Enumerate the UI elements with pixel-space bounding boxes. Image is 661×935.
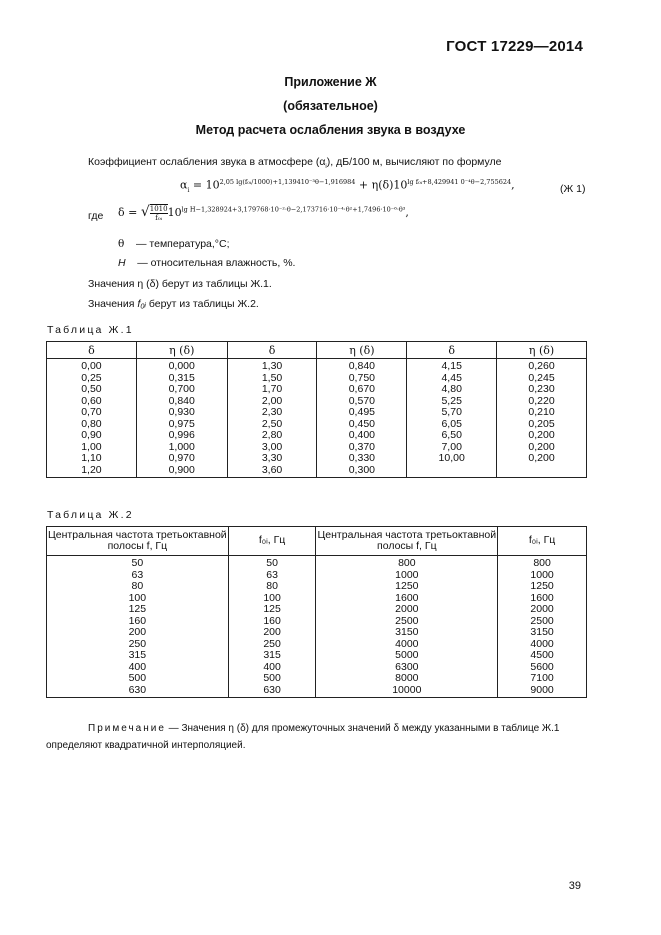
table-row (47, 396, 587, 408)
table1-cell: 0,205 (497, 419, 587, 431)
table1-cell: 0,200 (497, 453, 587, 465)
table-row (47, 407, 587, 419)
table1-cell: 4,45 (407, 373, 497, 385)
where-label: где (88, 210, 104, 222)
table1-cell: 3,30 (227, 453, 317, 465)
table2-cell: 4000 (316, 639, 498, 651)
table2-body (47, 556, 587, 698)
table1-cell: 0,315 (136, 373, 227, 385)
table1-cell: 0,400 (317, 430, 407, 442)
table1-cell: 1,30 (227, 359, 317, 373)
table1-cell (407, 465, 497, 478)
table-frequency (46, 526, 587, 698)
table1-cell: 2,30 (227, 407, 317, 419)
table2-cell: 400 (228, 662, 316, 674)
table2-title: Таблица Ж.2 (47, 509, 134, 521)
table2-cell: 2500 (316, 616, 498, 628)
table1-cell: 0,370 (317, 442, 407, 454)
formula-alpha: $\alpha_i = 10^{2,05 lg(f_0ᵢ/1000)+1,139410^{-3}\theta-1,916984} + \eta(\delta)10^{lg f_0ᵢ+8,429941 0^{-4}\theta-2,755624}$, (180, 178, 515, 194)
table1-cell: 0,450 (317, 419, 407, 431)
table2-header-3: f₀ᵢ, Гц (498, 527, 587, 556)
table1-cell: 0,700 (136, 384, 227, 396)
table2-cell: 2500 (498, 616, 587, 628)
table2-cell: 315 (47, 650, 229, 662)
table2-cell: 500 (228, 673, 316, 685)
note-paragraph (46, 720, 586, 754)
table2-cell: 630 (47, 685, 229, 698)
theta-description: — температура,°С; (136, 238, 230, 250)
table2-cell: 2000 (316, 604, 498, 616)
table2-cell: 200 (228, 627, 316, 639)
table1-cell: 1,00 (47, 442, 137, 454)
table-row (47, 465, 587, 478)
table2-cell: 5000 (316, 650, 498, 662)
formula-tail: , (511, 178, 515, 192)
table2-header-0: Центральная частота третьоктавной полосы f, Гц (47, 527, 229, 556)
table2-cell: 9000 (498, 685, 587, 698)
legend-theta (118, 238, 230, 250)
note-label: Примечание (88, 723, 166, 734)
table1-cell: 2,80 (227, 430, 317, 442)
table-row (47, 359, 587, 373)
table-row (47, 604, 587, 616)
table1-cell: 0,200 (497, 430, 587, 442)
table1-cell: 2,00 (227, 396, 317, 408)
table1-cell: 5,70 (407, 407, 497, 419)
table-row (47, 650, 587, 662)
table-row (47, 685, 587, 698)
table1-cell (497, 465, 587, 478)
intro-paragraph (88, 156, 501, 170)
formula-frac-num: f₀ᵢ (244, 178, 252, 186)
table1-header-0: δ (47, 342, 137, 359)
table1-cell: 0,975 (136, 419, 227, 431)
table2-cell: 50 (228, 556, 316, 570)
table2-cell: 6300 (316, 662, 498, 674)
alpha-symbol: α (319, 156, 326, 168)
table1-cell: 1,10 (47, 453, 137, 465)
table1-cell: 3,00 (227, 442, 317, 454)
table1-cell: 0,25 (47, 373, 137, 385)
table2-cell: 4500 (498, 650, 587, 662)
table2-cell: 3150 (316, 627, 498, 639)
humidity-description: — относительная влажность, %. (137, 257, 296, 269)
table2-cell: 800 (316, 556, 498, 570)
formula-frac-den: 1000 (253, 178, 270, 186)
table1-cell: 0,230 (497, 384, 587, 396)
table2-cell: 1000 (316, 570, 498, 582)
table1-cell: 0,750 (317, 373, 407, 385)
table1-header-3: η (δ) (317, 342, 407, 359)
table2-header-1: f₀ᵢ, Гц (228, 527, 316, 556)
theta-symbol: θ (118, 238, 125, 250)
table1-cell: 1,000 (136, 442, 227, 454)
table2-cell: 630 (228, 685, 316, 698)
delta-tail: , (405, 206, 409, 219)
table1-cell: 0,330 (317, 453, 407, 465)
table1-cell: 0,570 (317, 396, 407, 408)
delta-exponent: lg H−1,328924+3,179768·10⁻²·θ−2,173716·10⁻⁴·θ²+1,7496·10⁻⁶·θ³ (181, 205, 406, 214)
table2-cell: 2000 (498, 604, 587, 616)
table-row (47, 384, 587, 396)
intro-text-after: ), дБ/100 м, вычисляют по формуле (326, 156, 502, 168)
table1-cell: 0,260 (497, 359, 587, 373)
table2-cell: 315 (228, 650, 316, 662)
table1-body (47, 359, 587, 478)
table2-cell: 250 (47, 639, 229, 651)
table2-cell: 4000 (498, 639, 587, 651)
table1-cell: 0,840 (136, 396, 227, 408)
table-row (47, 593, 587, 605)
table-row (47, 453, 587, 465)
table1-cell: 0,90 (47, 430, 137, 442)
appendix-title: Приложение Ж (284, 75, 377, 89)
table2-header-row (47, 527, 587, 556)
formula-number: (Ж 1) (560, 183, 586, 195)
table1-cell: 10,00 (407, 453, 497, 465)
appendix-subject: Метод расчета ослабления звука в воздухе (195, 123, 466, 137)
formula-eq: = 10 (189, 178, 220, 192)
table2-cell: 160 (47, 616, 229, 628)
table1-cell: 0,670 (317, 384, 407, 396)
table1-cell: 4,15 (407, 359, 497, 373)
table-row (47, 616, 587, 628)
table1-cell: 0,200 (497, 442, 587, 454)
reference-table1 (88, 278, 272, 290)
table2-cell: 10000 (316, 685, 498, 698)
table1-cell: 0,495 (317, 407, 407, 419)
table1-cell: 4,80 (407, 384, 497, 396)
table1-cell: 2,50 (227, 419, 317, 431)
table1-cell: 3,60 (227, 465, 317, 478)
table1-cell: 0,840 (317, 359, 407, 373)
table-row (47, 581, 587, 593)
formula-exp-b: +1,139410⁻³θ−1,916984 (272, 178, 356, 186)
note-text: — Значения η (δ) для промежуточных значений δ между указанными в таблице Ж.1 (165, 723, 560, 734)
table1-cell: 5,25 (407, 396, 497, 408)
ref2-symbol: f₀ᵢ (137, 298, 146, 310)
table1-cell: 1,20 (47, 465, 137, 478)
appendix-status: (обязательное) (283, 99, 378, 113)
table2-cell: 7100 (498, 673, 587, 685)
table1-cell: 1,70 (227, 384, 317, 396)
table-row (47, 556, 587, 570)
table1-cell: 0,300 (317, 465, 407, 478)
table2-cell: 1000 (498, 570, 587, 582)
table1-cell: 0,60 (47, 396, 137, 408)
table1-cell: 0,245 (497, 373, 587, 385)
table-row (47, 673, 587, 685)
table1-header-4: δ (407, 342, 497, 359)
table2-cell: 500 (47, 673, 229, 685)
ref1-before: Значения η ( (88, 278, 150, 290)
table1-header-2: δ (227, 342, 317, 359)
ref1-after: ) берут из таблицы Ж.1. (155, 278, 272, 290)
table1-cell: 0,000 (136, 359, 227, 373)
formula-lhs: α (180, 178, 188, 192)
table2-cell: 80 (228, 581, 316, 593)
table2-cell: 1250 (498, 581, 587, 593)
table1-cell: 6,50 (407, 430, 497, 442)
table2-cell: 125 (47, 604, 229, 616)
table-row (47, 442, 587, 454)
table-row (47, 570, 587, 582)
table1-cell: 0,930 (136, 407, 227, 419)
table1-cell: 7,00 (407, 442, 497, 454)
formula-exp-a: 2,05 lg (219, 178, 243, 186)
table2-cell: 200 (47, 627, 229, 639)
table1-cell: 0,00 (47, 359, 137, 373)
table2-cell: 5600 (498, 662, 587, 674)
table-row (47, 430, 587, 442)
sqrt-numerator: 1010 (149, 205, 168, 213)
delta-base: 10 (167, 206, 182, 219)
table1-cell: 0,220 (497, 396, 587, 408)
table2-cell: 8000 (316, 673, 498, 685)
formula-lhs-sub: i (187, 186, 190, 194)
table2-cell: 3150 (498, 627, 587, 639)
delta-lhs: δ = (118, 206, 141, 219)
table1-cell: 6,05 (407, 419, 497, 431)
table-row (47, 373, 587, 385)
standard-code: ГОСТ 17229—2014 (446, 38, 583, 55)
table1-cell: 0,900 (136, 465, 227, 478)
table1-title: Таблица Ж.1 (47, 324, 134, 336)
table-row (47, 662, 587, 674)
alpha-subscript: i (325, 164, 327, 171)
sqrt-denominator: f₀ᵢ (155, 214, 163, 222)
table1-cell: 0,50 (47, 384, 137, 396)
ref1-symbol: δ (149, 278, 156, 290)
table2-cell: 1600 (498, 593, 587, 605)
humidity-symbol: H (118, 257, 126, 269)
table2-cell: 100 (47, 593, 229, 605)
table2-cell: 63 (228, 570, 316, 582)
formula-plus: + η(δ)10 (355, 178, 408, 192)
table1-cell: 1,50 (227, 373, 317, 385)
table1-header-1: η (δ) (136, 342, 227, 359)
table2-cell: 250 (228, 639, 316, 651)
ref2-after: берут из таблицы Ж.2. (145, 298, 259, 310)
table-row (47, 419, 587, 431)
table-delta-eta (46, 341, 587, 478)
ref2-before: Значения (88, 298, 138, 310)
table2-cell: 63 (47, 570, 229, 582)
intro-text-before: Коэффициент ослабления звука в атмосфере ( (88, 156, 320, 168)
formula-delta: δ = √ $\frac{1010}{\text{f₀ᵢ}}$ $10^{lg H-1,328924+3,179768\cdot 10^{-2}\cdot\theta-2,173716\cdot 10^{-4}\cdot\theta^2+1,7496\cdot 10^{-6}\cdot\theta^3}$, (118, 204, 409, 222)
table2-cell: 400 (47, 662, 229, 674)
table1-header-5: η (δ) (497, 342, 587, 359)
table1-cell: 0,210 (497, 407, 587, 419)
page-number: 39 (568, 880, 581, 892)
note-text-continued: определяют квадратичной интерполяцией. (46, 740, 246, 751)
table-row (47, 627, 587, 639)
reference-table2 (88, 298, 259, 310)
formula-exp2: lg f₀ᵢ+8,429941 0⁻⁴θ−2,755624 (407, 178, 512, 186)
table2-cell: 1600 (316, 593, 498, 605)
table1-cell: 0,996 (136, 430, 227, 442)
table2-cell: 100 (228, 593, 316, 605)
table1-cell: 0,970 (136, 453, 227, 465)
table2-header-2: Центральная частота третьоктавной полосы f, Гц (316, 527, 498, 556)
legend-humidity (118, 257, 295, 269)
table2-cell: 50 (47, 556, 229, 570)
table-row (47, 639, 587, 651)
table2-cell: 160 (228, 616, 316, 628)
table2-cell: 125 (228, 604, 316, 616)
table2-cell: 1250 (316, 581, 498, 593)
table2-cell: 800 (498, 556, 587, 570)
table1-cell: 0,80 (47, 419, 137, 431)
table1-cell: 0,70 (47, 407, 137, 419)
table1-header-row (47, 342, 587, 359)
table2-cell: 80 (47, 581, 229, 593)
